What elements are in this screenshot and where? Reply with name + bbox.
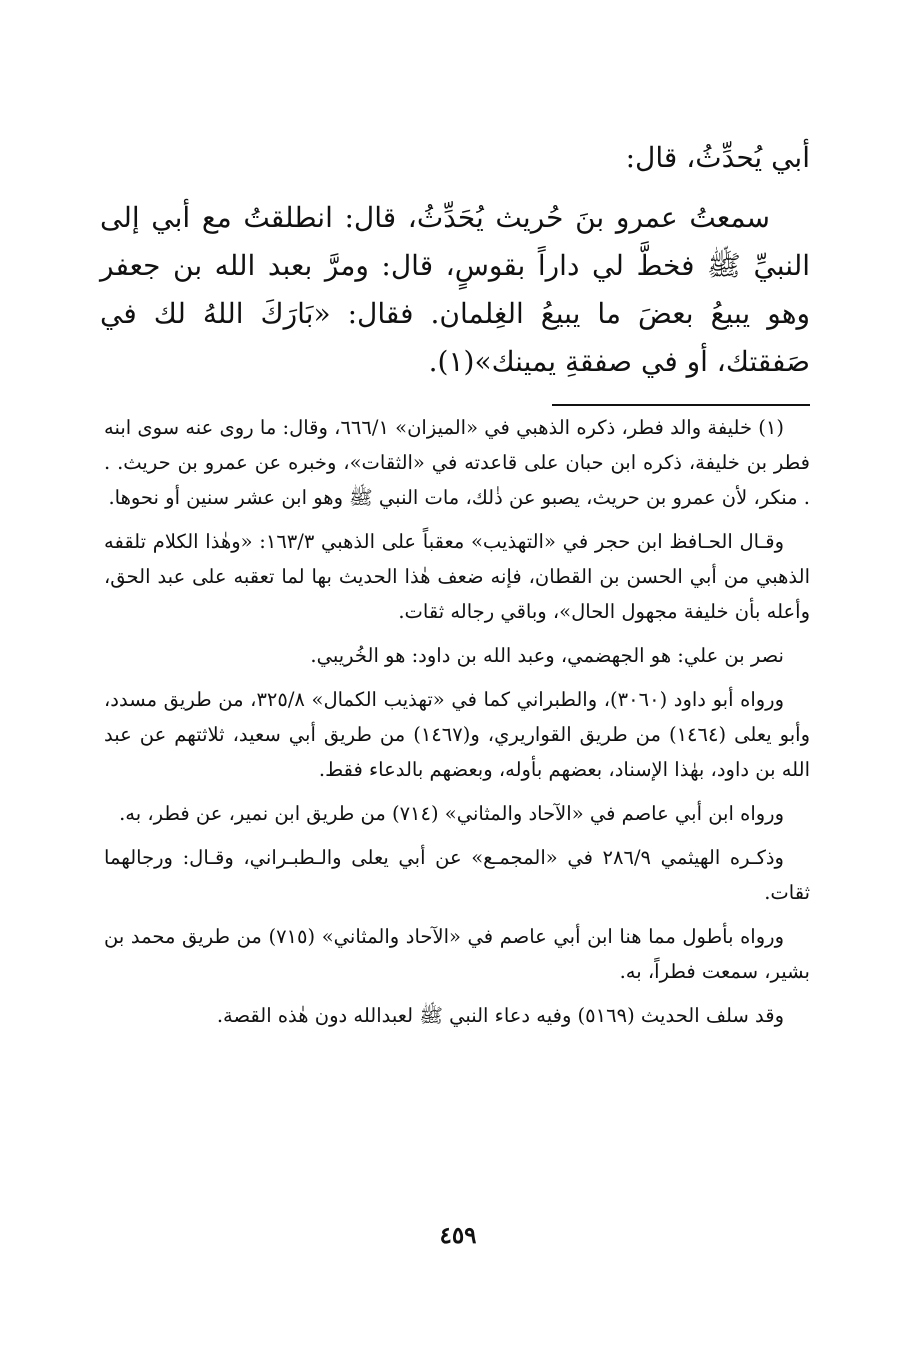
hadith-text: سمعتُ عمرو بنَ حُريث يُحَدِّثُ، قال: انطلقتُ مع أبي إلى النبيِّ ﷺ فخطَّ لي داراً بقوسٍ، قال: ومرَّ بعبد الله بن جعفر وهو يبيعُ بعضَ ما يبيعُ الغِلمان. فقال: «بَارَكَ اللهُ لك في صَفقتك، أو في صفقةِ يمينك»(١). xyxy=(100,201,810,378)
footnote-paragraph: ورواه ابن أبي عاصم في «الآحاد والمثاني» (٧١٤) من طريق ابن نمير، عن فطر، به. xyxy=(119,802,784,825)
footnote-paragraph: وقد سلف الحديث (٥١٦٩) وفيه دعاء النبي ﷺ لعبدالله دون هٰذه القصة. xyxy=(216,1004,784,1027)
footnote-paragraph: وقـال الحـافظ ابن حجر في «التهذيب» معقباً على الذهبي ١٦٣/٣: «وهٰذا الكلام تلقفه الذهبي من أبي الحسن بن القطان، فإنه ضعف هٰذا الحديث بها لما تعقبه على عبد الحق، وأعله بأن خليفة مجهول الحال»، وباقي رجاله ثقات. xyxy=(104,530,810,623)
page-number: ٤٥٩ xyxy=(439,1222,477,1249)
footnote-paragraph: ورواه بأطول مما هنا ابن أبي عاصم في «الآحاد والمثاني» (٧١٥) من طريق محمد بن بشير، سمعت فطراً، به. xyxy=(104,925,810,983)
footnote-paragraph: (١) خليفة والد فطر، ذكره الذهبي في «الميزان» ٦٦٦/١، وقال: ما روى عنه سوى ابنه فطر بن خليفة، ذكره ابن حبان على قاعدته في «الثقات»، وخبره عن عمرو بن حريث. . . منكر، لأن عمرو بن حريث، يصبو عن ذٰلك، مات النبي ﷺ وهو ابن عشر سنين أو نحوها. xyxy=(104,416,810,509)
main-text xyxy=(100,134,810,386)
footnote-paragraph: ورواه أبو داود (٣٠٦٠)، والطبراني كما في «تهذيب الكمال» ٣٢٥/٨، من طريق مسدد، وأبو يعلى (١٤٦٤) من طريق القواريري، و(١٤٦٧) من طريق أبي سعيد، ثلاثتهم عن عبد الله بن داود، بهٰذا الإسناد، بعضهم بأوله، وبعضهم بالدعاء فقط. xyxy=(104,688,811,781)
footnotes xyxy=(104,410,810,1042)
footnote-paragraph: نصر بن علي: هو الجهضمي، وعبد الله بن داود: هو الخُريبي. xyxy=(310,644,784,667)
footnote-paragraph: وذكـره الهيثمي ٢٨٦/٩ في «المجمـع» عن أبي يعلى والـطبـراني، وقـال: ورجالهما ثقات. xyxy=(104,846,810,904)
footnote-separator xyxy=(552,404,810,406)
main-intro-line: أبي يُحدِّثُ، قال: xyxy=(625,141,810,174)
